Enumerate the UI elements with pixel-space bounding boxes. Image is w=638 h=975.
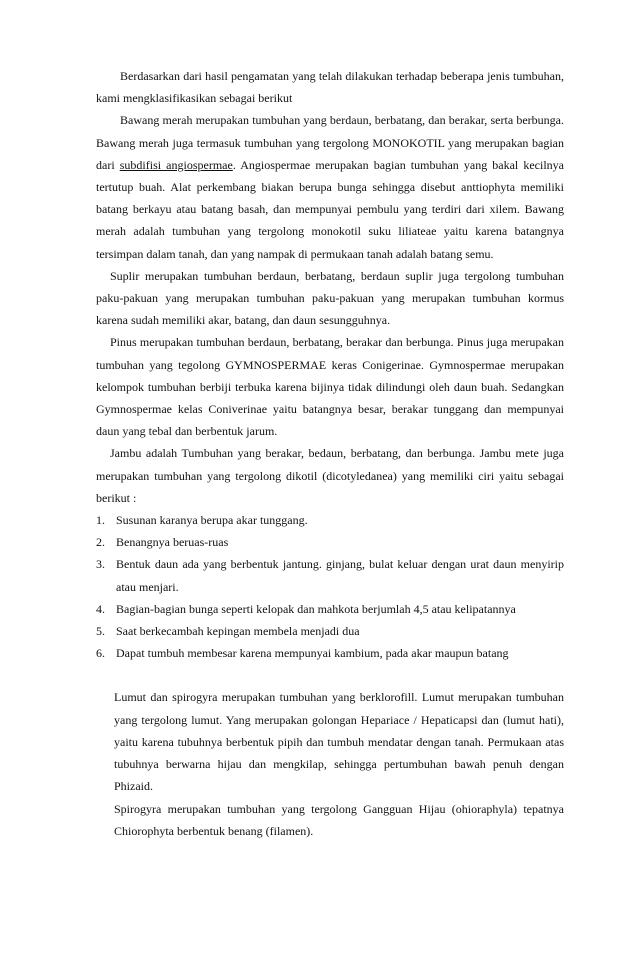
document-page (96, 65, 564, 842)
paragraph-jambu: Jambu adalah Tumbuhan yang berakar, bedaun, berbatang, dan berbunga. Jambu mete juga merupakan tumbuhan yang tergolong dikotil (dicotyledanea) yang memiliki ciri yaitu sebagai berikut : (96, 446, 564, 505)
list-item-text: Saat berkecambah kepingan membela menjadi dua (116, 624, 360, 639)
paragraph-suplir: Suplir merupakan tumbuhan berdaun, berbatang, berdaun suplir juga tergolong tumbuhan paku-pakuan yang merupakan tumbuhan paku-pakuan yang merupakan tumbuhan kormus karena sudah memiliki akar, batang, dan daun sesungguhnya. (96, 268, 564, 328)
paragraph-bawang-merah-text-a: Bawang merah merupakan tumbuhan yang berdaun, berbatang, dan berakar, serta berbunga. Bawang merah juga termasuk tumbuhan yang tergolong MONOKOTIL yang merupakan bagian dari (96, 113, 564, 172)
section-gap (96, 664, 564, 686)
moss-section (96, 686, 564, 841)
list-item (96, 553, 564, 597)
list-item-text: Bagian-bagian bunga seperti kelopak dan mahkota berjumlah 4,5 atau kelipatannya (116, 601, 516, 616)
list-item-number: 5. (96, 624, 105, 639)
list-item (96, 642, 564, 664)
list-item-text: Dapat tumbuh membesar karena mempunyai kambium, pada akar maupun batang (116, 646, 509, 661)
list-item-number: 2. (96, 535, 105, 550)
paragraph-bawang-merah-text-b: . Angiospermae merupakan bagian tumbuhan yang bakal kecilnya tertutup buah. Alat perkembang biakan berupa bunga sehingga disebut anttiophyta memiliki batang berkayu atau batang basah, dan mempunyai pembulu yang terdiri dari xilem. Bawang merah adalah tumbuhan yang tergolong monokotil suku liliateae yaitu karena batangnya tersimpan dalam tanah, dan yang nampak di permukaan tanah adalah batang semu. (96, 157, 565, 261)
list-item-number: 1. (96, 513, 105, 528)
paragraph-spirogyra: Spirogyra merupakan tumbuhan yang tergolong Gangguan Hijau (ohioraphyla) tepatnya Chiorophyta berbentuk benang (filamen). (114, 801, 564, 838)
paragraph-bawang-merah (96, 109, 564, 264)
list-item (96, 620, 564, 642)
list-item-number: 3. (96, 557, 105, 572)
subdivision-link: subdifisi angiospermae (119, 157, 233, 172)
paragraph-pinus: Pinus merupakan tumbuhan berdaun, berbatang, berakar dan berbunga. Pinus juga merupakan tumbuhan yang tegolong GYMNOSPERMAE keras Conigerinae. Gymnospermae merupakan kelompok tumbuhan berbiji terbuka karena bijinya tidak dilindungi oleh daun buah. Sedangkan Gymnospermae kelas Coniverinae yaitu batangnya besar, berakar tunggang dan mempunyai daun yang tebal dan berbentuk jarum. (96, 335, 564, 439)
list-item-number: 6. (96, 646, 105, 661)
list-item-text: Bentuk daun ada yang berbentuk jantung. ginjang, bulat keluar dengan urat daun menyirip atau menjari. (116, 557, 564, 594)
list-item (96, 509, 564, 531)
characteristics-list (96, 509, 564, 664)
paragraph-intro: Berdasarkan dari hasil pengamatan yang telah dilakukan terhadap beberapa jenis tumbuhan, kami mengklasifikasikan sebagai berikut (96, 69, 564, 106)
list-item (96, 598, 564, 620)
paragraph-lumut: Lumut dan spirogyra merupakan tumbuhan yang berklorofill. Lumut merupakan tumbuhan yang tergolong lumut. Yang merupakan golongan Hepariace / Hepaticapsi dan (lumut hati), yaitu karena tubuhnya berbentuk pipih dan tumbuh mendatar dengan tanah. Permukaan atas tubuhnya berwarna hijau dan mengkilap, sehingga pertumbuhan bawah penuh dengan Phizaid. (114, 690, 564, 794)
list-item-text: Susunan karanya berupa akar tunggang. (116, 513, 308, 528)
list-item-text: Benangnya beruas-ruas (116, 535, 229, 550)
list-item (96, 531, 564, 553)
list-item-number: 4. (96, 601, 105, 616)
